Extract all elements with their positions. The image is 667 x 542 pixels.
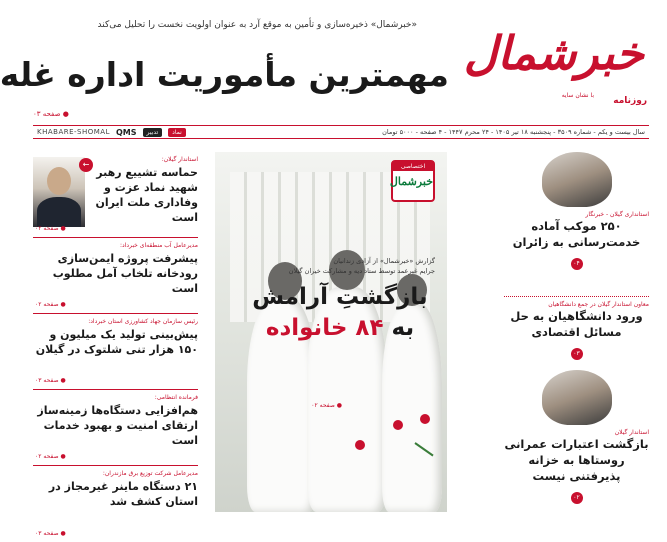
photo-body <box>37 197 81 227</box>
brand-strip <box>37 128 186 137</box>
page-number-badge: ۰۲ <box>571 492 583 504</box>
page-number-badge: ۰۳ <box>571 348 583 360</box>
story-title: ورود دانشگاهیان به حل مسائل اقتصادی <box>510 309 643 339</box>
photo-headline-prefix: به <box>391 315 415 341</box>
rose-icon <box>420 414 430 424</box>
story-page-ref: ● صفحه ۰۲ <box>35 301 66 308</box>
page-number-badge: ۰۴ <box>571 258 583 270</box>
story-kicker: رئیس سازمان جهاد کشاورزی استان خبرداد: <box>88 318 198 325</box>
photo-headline <box>245 282 435 344</box>
main-headline[interactable]: مهمترین مأموریت اداره غله <box>0 55 449 94</box>
right-story-1[interactable] <box>504 152 649 270</box>
left-column <box>33 152 198 542</box>
story-kicker: مدیرعامل آب منطقه‌ای خبرداد: <box>120 242 198 249</box>
governor-photo <box>33 157 85 227</box>
portrait-photo <box>542 152 612 207</box>
photo-lead-line-1: گزارش «خبرشمال» از آزادی زندانیان <box>333 257 435 265</box>
lead-photo-story[interactable] <box>215 152 447 512</box>
exclusive-badge <box>391 160 435 202</box>
logo-side-label: روزنامه <box>613 96 647 106</box>
right-column <box>504 152 649 512</box>
story-title: حماسه تشییع رهبر شهید نماد عزت و وفاداری ملت ایران است <box>95 166 198 224</box>
story-title: ۲۵۰ موکب آماده خدمت‌رسانی به زائران <box>512 219 641 249</box>
qms-logo: QMS <box>116 127 137 137</box>
badge-tadbir: تدبیر <box>143 128 163 137</box>
story-kicker: فرمانده انتظامی: <box>154 394 198 401</box>
story-title: پیشرفت پروژه ایمن‌سازی رودخانه تلخاب آمل مطلوب است <box>52 252 198 295</box>
issue-details: سال بیست و یکم - شماره ۳۵۰۹ - پنجشنبه ۱۸ تیر ۱۴۰۵ - ۲۴ محرم ۱۴۴۷ - ۴ صفحه - ۵۰۰۰ تومان <box>382 128 645 136</box>
top-lead: «خبرشمال» ذخیره‌سازی و تأمین به موقع آرد به عنوان اولویت نخست را تحلیل می‌کند <box>97 20 417 30</box>
photo-head <box>47 167 71 195</box>
story-page-ref: ● صفحه ۰۳ <box>35 530 66 537</box>
badge-namad: نماد <box>168 128 186 137</box>
story-page-ref: ● صفحه ۰۲ <box>35 225 66 232</box>
left-story-3[interactable] <box>33 314 198 390</box>
arrow-left-icon: ← <box>79 158 93 172</box>
story-kicker: معاون استاندار گیلان در جمع دانشگاهیان <box>548 301 649 308</box>
rose-icon <box>355 440 365 450</box>
story-page-ref: ● صفحه ۰۲ <box>35 453 66 460</box>
right-story-2[interactable] <box>504 292 649 360</box>
story-title: هم‌افزایی دستگاه‌ها زمینه‌ساز ارتقای امنیت و بهبود خدمات است <box>37 404 198 447</box>
left-story-4[interactable] <box>33 390 198 466</box>
story-title: بازگشت اعتبارات عمرانی روستاها به خزانه پذیرفتنی نیست <box>504 437 649 483</box>
story-page-ref: ● صفحه ۰۳ <box>35 377 66 384</box>
left-story-1[interactable] <box>33 152 198 238</box>
story-kicker: استاندار گیلان: <box>161 156 198 163</box>
photo-lead <box>225 256 435 276</box>
photo-lead-line-2: جرایم غیرعمد توسط ستاد دیه و مشارکت خیران گیلان <box>288 267 435 275</box>
photo-headline-line-1: بازگشتِ آرامش <box>252 284 428 310</box>
main-page-ref: ● صفحه ۰۳ <box>33 110 69 118</box>
rose-icon <box>393 420 403 430</box>
website-label: KHABARE-SHOMAL <box>37 128 110 136</box>
story-kicker: استاندار گیلان <box>614 429 649 436</box>
left-story-2[interactable] <box>33 238 198 314</box>
badge-logo: خبرشمال <box>389 175 433 188</box>
separator <box>504 296 649 297</box>
story-kicker: استانداری گیلان - خبرنگار <box>585 211 649 218</box>
story-title: پیش‌بینی تولید یک میلیون و ۱۵۰ هزار تنی شلتوک در گیلان <box>35 328 198 356</box>
left-story-5[interactable] <box>33 466 198 542</box>
logo-sub-label: با نشان سایه <box>561 92 594 99</box>
masthead <box>464 18 649 108</box>
exclusive-label: اختصاصی <box>393 162 433 171</box>
newspaper-logo: خبرشمال <box>463 26 644 80</box>
right-story-3[interactable] <box>504 370 649 504</box>
story-kicker: مدیرعامل شرکت توزیع برق مازندران: <box>102 470 198 477</box>
portrait-photo <box>542 370 612 425</box>
photo-page-ref: ● صفحه ۰۲ <box>311 402 342 409</box>
story-title: ۲۱ دستگاه ماینر غیرمجاز در استان کشف شد <box>48 480 198 508</box>
photo-headline-highlight: ۸۴ خانواده <box>265 315 384 341</box>
issue-info-bar <box>33 125 649 139</box>
